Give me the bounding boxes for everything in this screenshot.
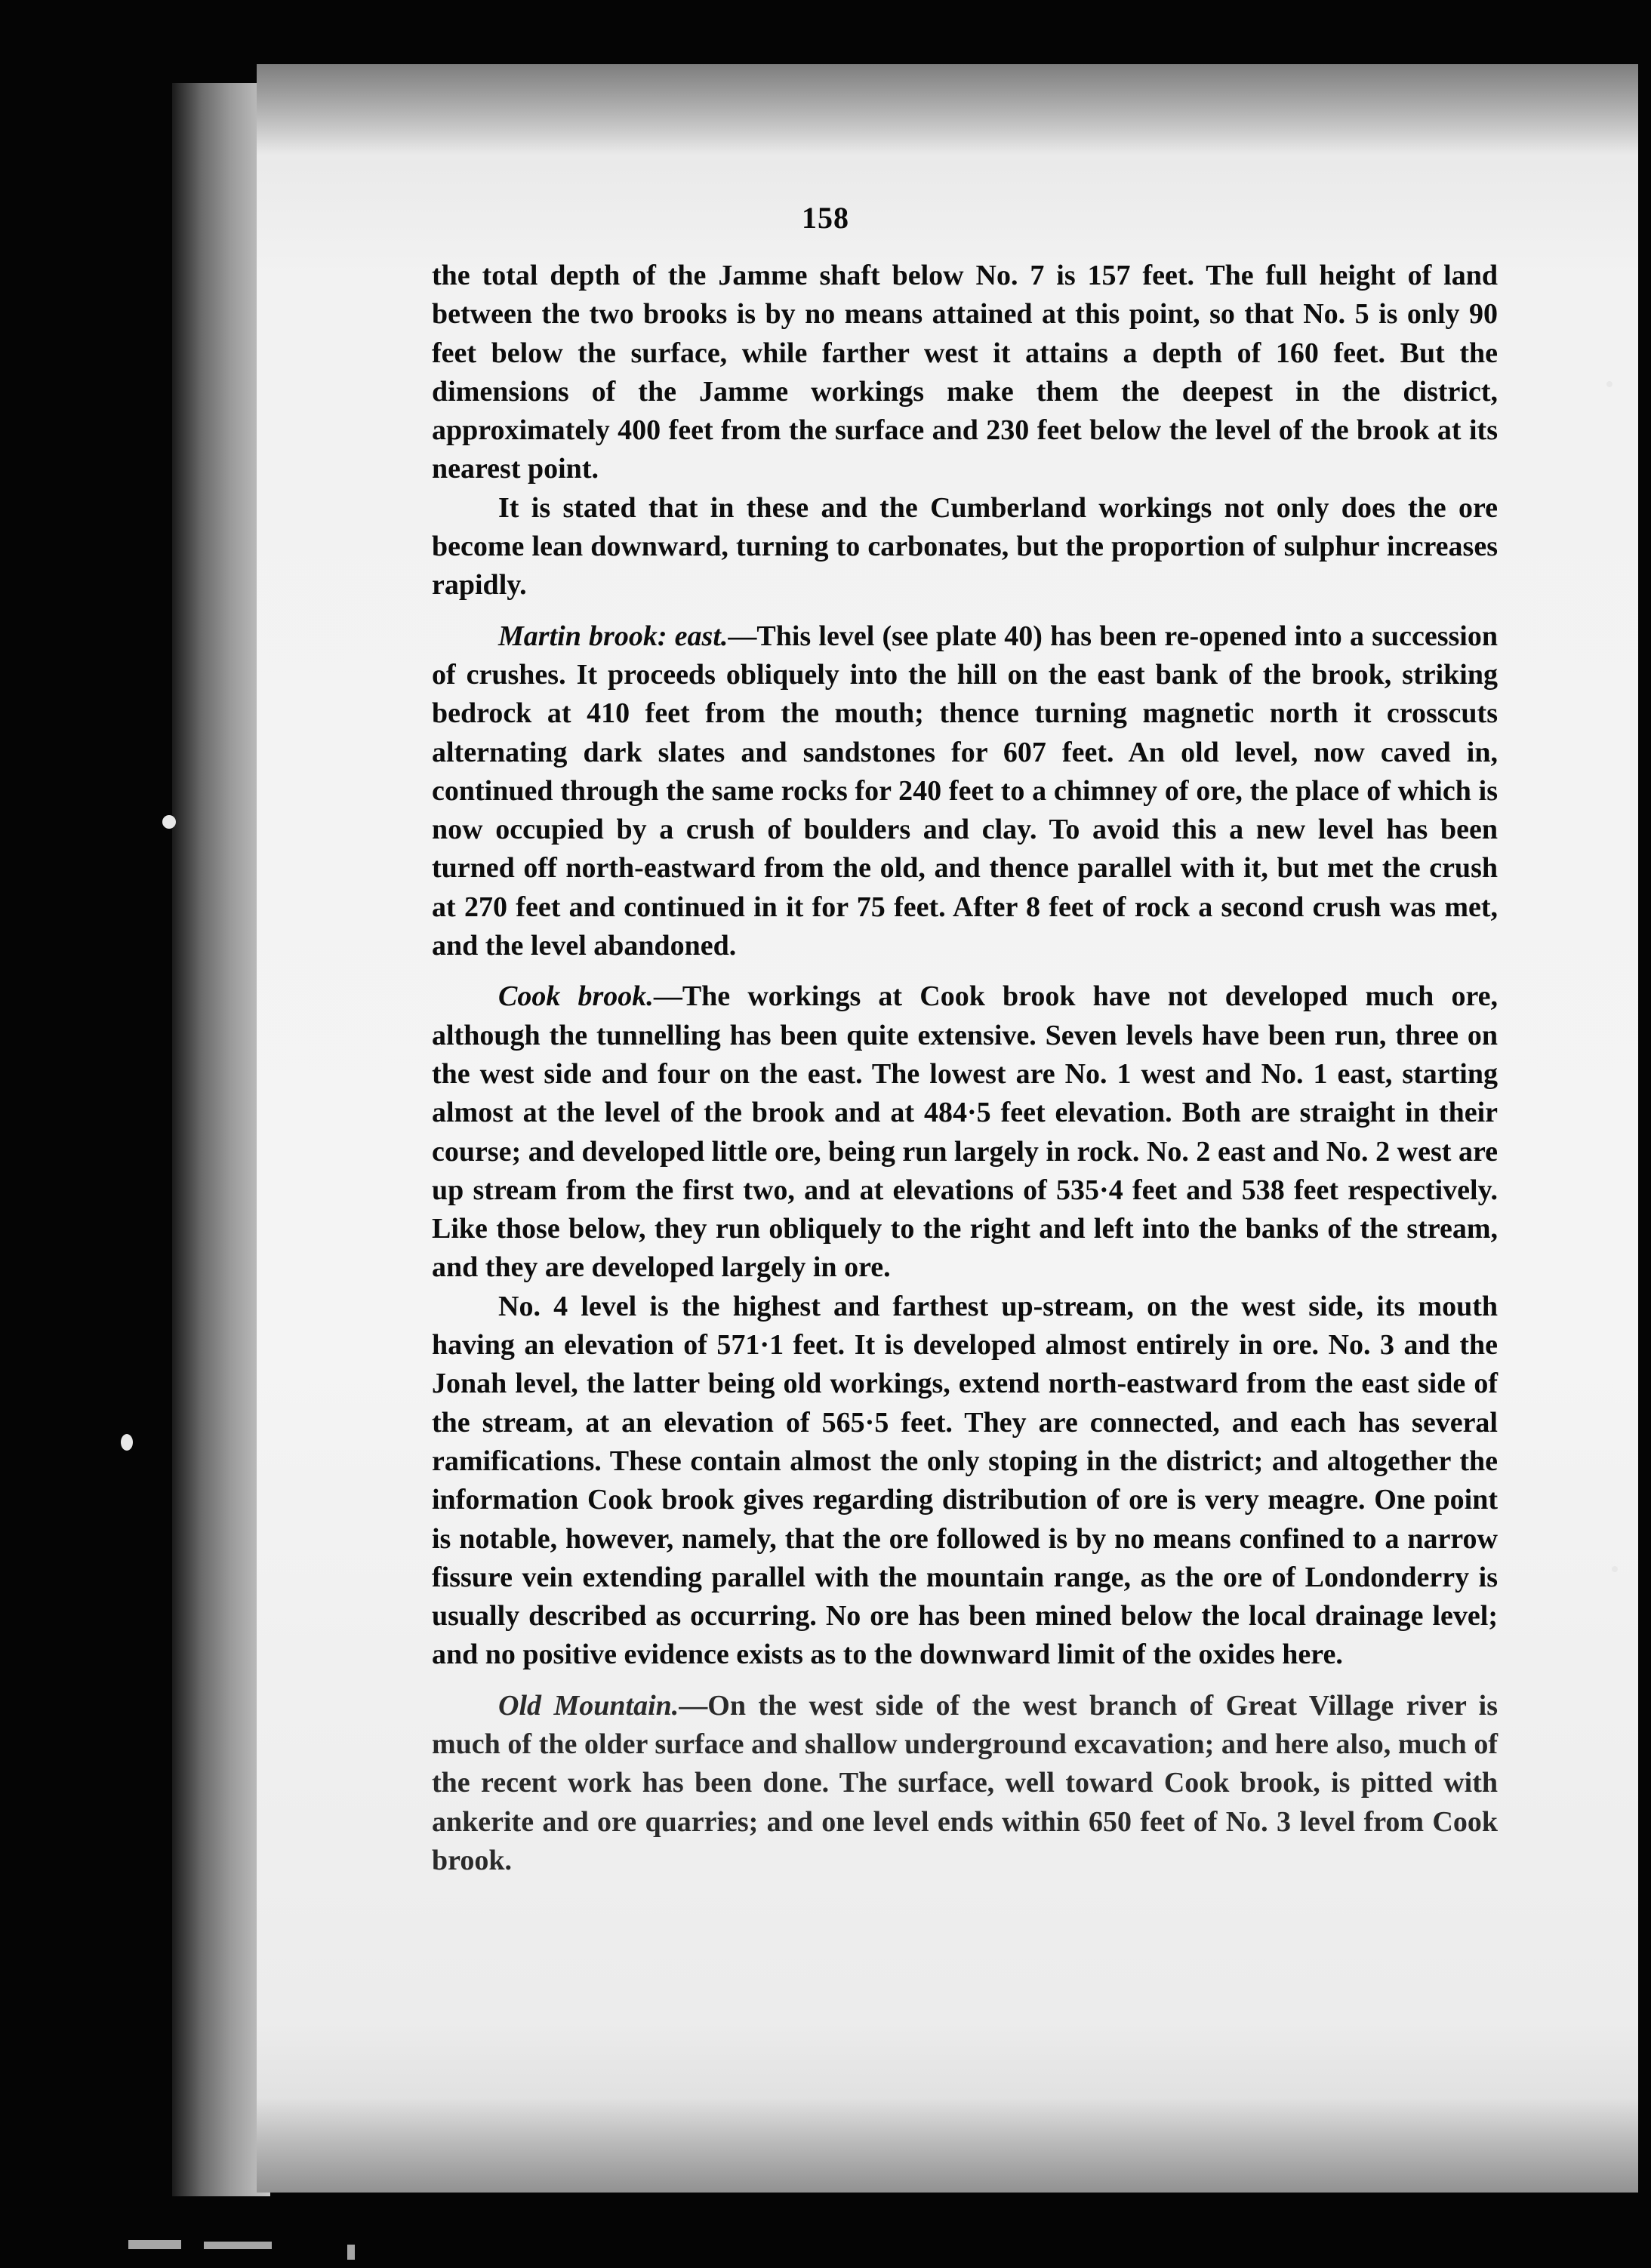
film-edge-band [172, 83, 270, 2196]
paragraph-text: —This level (see plate 40) has been re-opened into a succession of crushes. It proceeds obliquely into the hill on the east bank of the brook, striking bedrock at 410 feet from the mouth; thence turning magnetic north it crosscuts alternating dark slates and sandstones for 607 feet. An old level, now caved in, continued through the same rocks for 240 feet to a chimney of ore, the place of which is now occupied by a crush of boulders and clay. To avoid this a new level has been turned off north-eastward from the old, and thence parallel with it, but met the crush at 270 feet and continued in it for 75 feet. After 8 feet of rock a second crush was met, and the level abandoned. [432, 620, 1498, 962]
film-artifact-mark [204, 2242, 272, 2249]
paragraph-cook-brook [432, 977, 1498, 1287]
paragraph-cumberland [432, 489, 1498, 605]
paragraph-martin-brook [432, 617, 1498, 966]
section-heading: Old Mountain. [498, 1689, 679, 1722]
paragraph-old-mountain [432, 1687, 1498, 1880]
film-bottom-artifacts [121, 2234, 574, 2268]
section-heading: Martin brook: east. [498, 620, 728, 652]
paragraph-jamme-shaft [432, 257, 1498, 489]
page-top-shadow [257, 64, 1638, 155]
film-speck [1612, 1566, 1618, 1572]
page-number: 158 [802, 201, 849, 235]
section-heading: Cook brook. [498, 980, 654, 1013]
film-speck [162, 815, 176, 829]
paragraph-text: —On the west side of the west branch of Great Village river is much of the older surface and shallow underground excavation; and here also, much of the recent work has been done. The surface, well toward Cook brook, is pitted with ankerite and ore quarries; and one level ends within 650 feet of No. 3 level from Cook brook. [432, 1689, 1498, 1876]
paragraph-text: —The workings at Cook brook have not developed much ore, although the tunnelling has been quite extensive. Seven levels have been run, three on the west side and four on the east. The lowest are No. 1 west and No. 1 east, starting almost at the level of the brook and at 484·5 feet elevation. Both are straight in their course; and developed little ore, being run largely in rock. No. 2 east and No. 2 west are up stream from the first two, and at elevations of 535·4 feet and 538 feet respectively. Like those below, they run obliquely to the right and left into the banks of the stream, and they are developed largely in ore. [432, 980, 1498, 1284]
film-artifact-mark [128, 2240, 181, 2249]
page-body [432, 257, 1498, 1880]
film-speck [1606, 381, 1612, 387]
film-artifact-mark [347, 2245, 355, 2260]
page-bottom-shadow [257, 2098, 1638, 2193]
paragraph-no4-level [432, 1288, 1498, 1675]
paragraph-text: No. 4 level is the highest and farthest up-stream, on the west side, its mouth having an elevation of 571·1 feet. It is developed almost entirely in ore. No. 3 and the Jonah level, the latter being old workings, extend north-eastward from the east side of the stream, at an elevation of 565·5 feet. They are connected, and each has several ramifications. These contain almost the only stoping in the district; and altogether the information Cook brook gives regarding distribution of ore is very meagre. One point is notable, however, namely, that the ore followed is by no means confined to a narrow fissure vein extending parallel with the mountain range, as the ore of Londonderry is usually described as occurring. No ore has been mined below the local drainage level; and no positive evidence exists as to the downward limit of the oxides here. [432, 1290, 1498, 1671]
paragraph-text: the total depth of the Jamme shaft below No. 7 is 157 feet. The full height of land between the two brooks is by no means attained at this point, so that No. 5 is only 90 feet below the surface, while farther west it attains a depth of 160 feet. But the dimensions of the Jamme workings make them the deepest in the district, approximately 400 feet from the surface and 230 feet below the level of the brook at its nearest point. [432, 260, 1498, 485]
film-speck [121, 1434, 133, 1451]
paragraph-text: It is stated that in these and the Cumberland workings not only does the ore become lean downward, turning to carbonates, but the proportion of sulphur increases rapidly. [432, 491, 1498, 602]
